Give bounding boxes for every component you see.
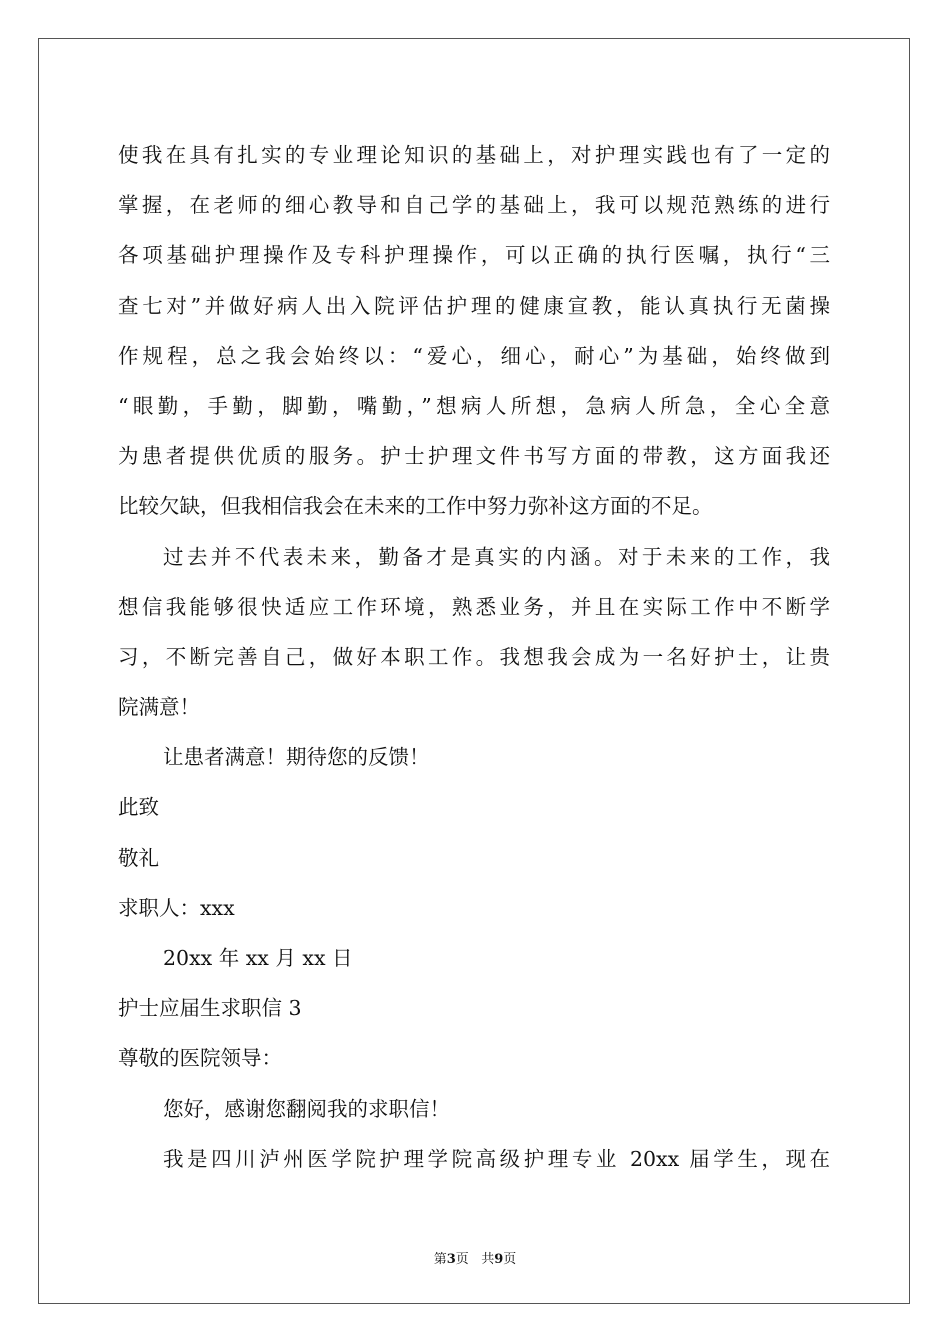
total-prefix: 共 <box>481 1252 495 1267</box>
paragraph-line: 院满意！ <box>118 695 200 720</box>
page-unit: 页 <box>455 1252 469 1267</box>
paragraph-line: 我是四川泸州医学院护理学院高级护理专业 20xx 届学生，现在 <box>163 1146 830 1171</box>
total-unit: 页 <box>503 1252 517 1267</box>
letter-date: 20xx 年 xx 月 xx 日 <box>163 946 353 970</box>
paragraph-line: 各项基础护理操作及专科护理操作，可以正确的执行医嘱，执行“三 <box>118 243 830 268</box>
closing-line: 让患者满意！期待您的反馈！ <box>163 745 430 770</box>
paragraph-line: 习，不断完善自己，做好本职工作。我想我会成为一名好护士，让贵 <box>118 644 830 669</box>
paragraph-line: 掌握，在老师的细心教导和自己学的基础上，我可以规范熟练的进行 <box>118 193 830 218</box>
paragraph-line: 想信我能够很快适应工作环境，熟悉业务，并且在实际工作中不断学 <box>118 594 830 619</box>
paragraph-line: 使我在具有扎实的专业理论知识的基础上，对护理实践也有了一定的 <box>118 143 830 167</box>
paragraph-line: 过去并不代表未来，勤备才是真实的内涵。对于未来的工作，我 <box>163 544 830 569</box>
page-prefix: 第 <box>433 1252 447 1267</box>
salutation-cizhi: 此致 <box>118 795 159 820</box>
page-footer <box>0 1248 950 1267</box>
paragraph-line: 为患者提供优质的服务。护士护理文件书写方面的带教，这方面我还 <box>118 444 830 469</box>
paragraph-line: 比较欠缺，但我相信我会在未来的工作中努力弥补这方面的不足。 <box>118 494 713 519</box>
section-heading: 护士应届生求职信 3 <box>118 996 302 1021</box>
paragraph-line: 查七对”并做好病人出入院评估护理的健康宣教，能认真执行无菌操 <box>118 293 830 318</box>
page-current: 3 <box>446 1252 456 1267</box>
letter-body <box>118 130 830 1184</box>
salutation-jingli: 敬礼 <box>118 845 159 870</box>
paragraph-line: “眼勤，手勤，脚勤，嘴勤，”想病人所想，急病人所急，全心全意 <box>118 393 830 418</box>
page-total: 9 <box>494 1252 504 1267</box>
paragraph-line: 作规程，总之我会始终以：“爱心，细心，耐心”为基础，始终做到 <box>118 343 830 368</box>
greeting: 尊敬的医院领导： <box>118 1046 282 1071</box>
opening-line: 您好，感谢您翻阅我的求职信！ <box>163 1096 450 1121</box>
applicant-name: 求职人：xxx <box>118 895 235 920</box>
